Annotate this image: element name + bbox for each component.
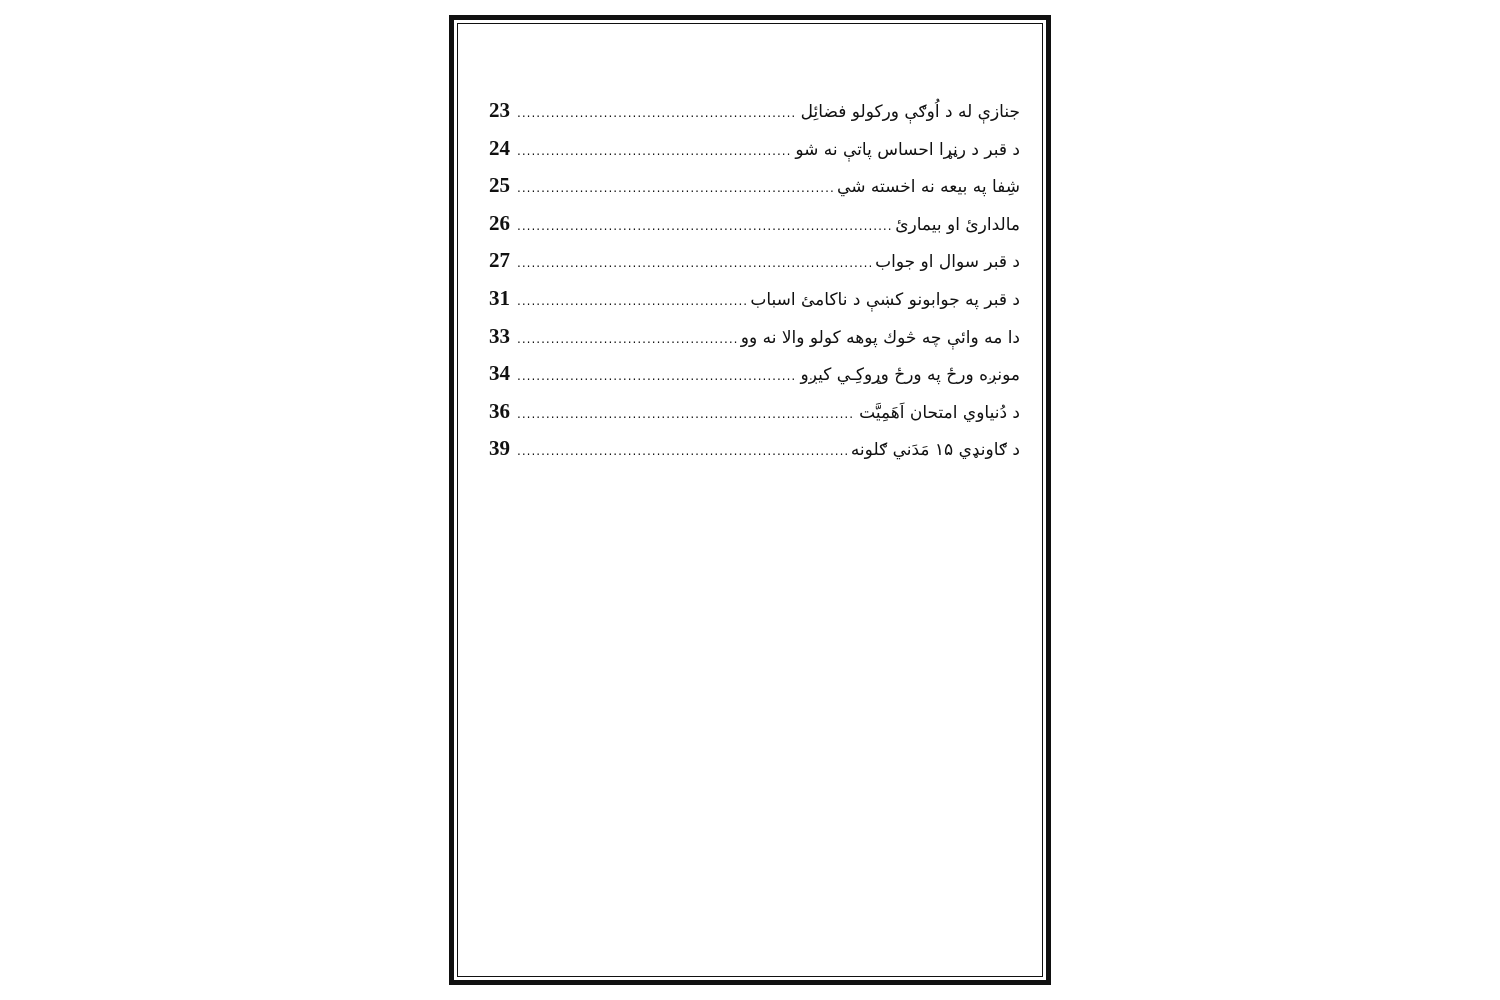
toc-leader-dots: [517, 433, 847, 471]
toc-entry-title: جنازې له د اُوګې ورکولو فضائِل: [800, 102, 1020, 122]
toc-leader-dots: [517, 208, 891, 246]
toc-page-number: 24: [489, 135, 510, 160]
toc-entry-title: د قبر په جوابونو کښې د ناکامئ اسباب: [750, 289, 1020, 310]
toc-entry-title: مونږه ورځ په ورځ وړوکِـي کيږو: [800, 365, 1020, 386]
toc-entry-title: د دُنياوي امتحان اَهَمِيَّت: [859, 402, 1020, 423]
toc-leader-dots: [517, 321, 737, 359]
toc-page-number: 27: [489, 248, 510, 273]
toc-entry: [489, 167, 1020, 205]
toc-entry-title: د قبر د رڼړا احساس پاتې نه شو: [795, 139, 1020, 160]
toc-entry-title: شِفا په بيعه نه اخسته شي: [837, 177, 1020, 198]
toc-page-number: 31: [489, 285, 510, 310]
toc-entry: [489, 430, 1020, 468]
toc-leader-dots: [517, 133, 791, 171]
toc-leader-dots: [517, 170, 833, 208]
toc-entry: [489, 242, 1020, 280]
toc-page-number: 33: [489, 323, 510, 348]
toc-leader-dots: [517, 95, 797, 133]
toc-page-number: 23: [489, 98, 510, 122]
toc-page-number: 39: [489, 436, 510, 461]
toc-entry: [489, 280, 1020, 318]
toc-entry: [489, 355, 1020, 393]
toc-entry-title: د ګاونډي ۱۵ مَدَني ګلونه: [850, 440, 1020, 461]
table-of-contents: [489, 92, 1020, 468]
toc-page-number: 34: [489, 361, 510, 386]
toc-leader-dots: [517, 245, 871, 283]
toc-leader-dots: [517, 283, 746, 321]
toc-leader-dots: [517, 396, 855, 434]
toc-entry-title: د قبر سوال او جواب: [875, 252, 1020, 273]
toc-leader-dots: [517, 358, 797, 396]
toc-entry-title: دا مه وائې چه څوك پوهه کولو والا نه وو: [740, 327, 1020, 348]
toc-entry: [489, 318, 1020, 356]
toc-page-number: 26: [489, 210, 510, 235]
toc-entry: [489, 393, 1020, 431]
toc-page-number: 36: [489, 398, 510, 423]
toc-entry: [489, 130, 1020, 168]
toc-entry: [489, 92, 1020, 130]
toc-entry: [489, 205, 1020, 243]
toc-page-number: 25: [489, 173, 510, 198]
toc-entry-title: مالدارئ او بيمارئ: [895, 214, 1020, 235]
